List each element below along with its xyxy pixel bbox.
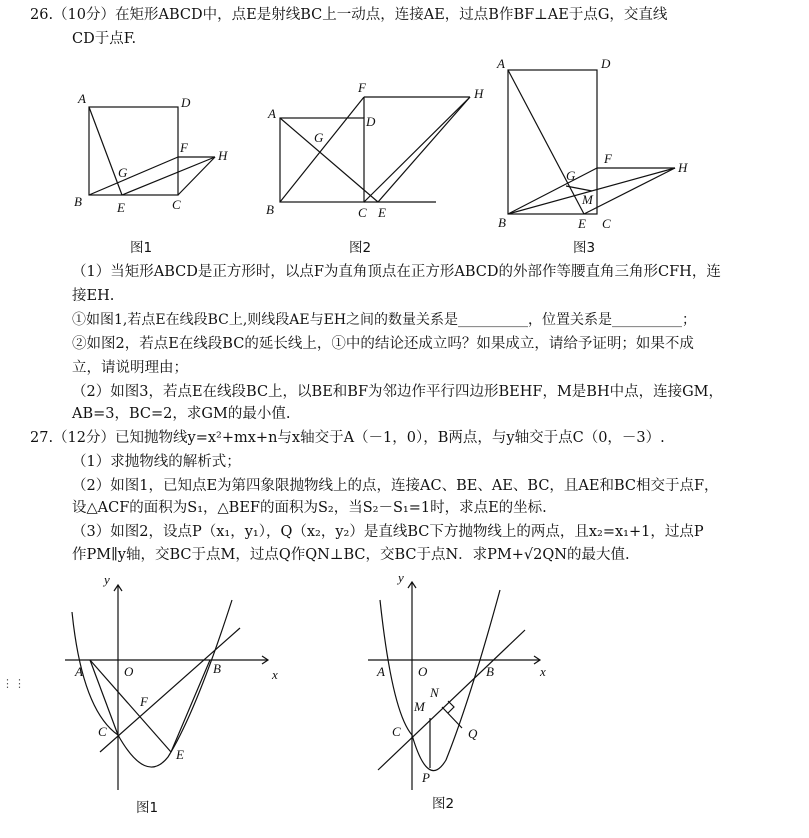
p27-f2-label-Q: Q: [468, 726, 478, 741]
p26-f2-label-D: D: [366, 114, 376, 129]
p26-f2-label-B: B: [266, 202, 274, 217]
p26-f2-label-A: A: [268, 106, 276, 121]
p26-f1-label-G: G: [118, 165, 128, 180]
p27-f1-label-x: x: [272, 667, 278, 682]
p26-f2-label-C: C: [358, 205, 367, 220]
p26-line-9: AB=3，BC=2，求GM的最小值.: [72, 406, 291, 422]
p26-f1-label-H: H: [218, 148, 228, 163]
p27-f1-label-E: E: [176, 747, 184, 762]
p26-line-8: （2）如图3，若点E在线段BC上，以BE和BF为邻边作平行四边形BEHF，M是BH中点，连接GM，: [72, 384, 724, 400]
p26-f1-label-D: D: [181, 95, 191, 110]
p27-f2-label-B: B: [486, 664, 494, 679]
p26-f1-label-A: A: [78, 91, 86, 106]
p26-line-6: ②如图2，若点E在线段BC的延长线上，①中的结论还成立吗？如果成立，请给予证明；如果不成: [72, 336, 694, 352]
p27-f2-label-P: P: [422, 770, 430, 785]
p27-line-3: （2）如图1，已知点E为第四象限抛物线上的点，连接AC、BE、AE、BC，且AE和BC相交于点F，: [72, 478, 719, 494]
p26-figure-1: [89, 107, 215, 195]
p26-line-4: 接EH.: [72, 288, 115, 304]
p27-caption-1: 图1: [136, 800, 159, 816]
p27-f1-label-A: A: [75, 664, 83, 679]
p26-caption-2: 图2: [349, 240, 372, 256]
p27-line-4: 设△ACF的面积为S₁，△BEF的面积为S₂，当S₂－S₁=1时，求点E的坐标.: [72, 500, 547, 516]
p26-f3-label-D: D: [601, 56, 611, 71]
p26-line-7: 立，请说明理由；: [72, 360, 188, 376]
p27-f1-label-B: B: [213, 661, 221, 676]
p27-f1-label-C: C: [98, 724, 107, 739]
p27-f2-label-M: M: [414, 699, 425, 714]
p26-figure-2: [280, 97, 470, 202]
p26-f2-label-E: E: [378, 205, 386, 220]
p26-f3-label-F: F: [604, 151, 612, 166]
p26-f3-label-E: E: [578, 216, 586, 231]
p27-f1-label-y: y: [104, 572, 110, 587]
p26-f2-label-F: F: [358, 80, 366, 95]
p27-f2-label-y: y: [398, 570, 404, 585]
p26-f1-label-E: E: [117, 200, 125, 215]
p27-line-5: （3）如图2，设点P（x₁，y₁），Q（x₂，y₂）是直线BC下方抛物线上的两点，且x₂=x₁+1，过点P: [72, 524, 704, 540]
p27-f2-label-x: x: [540, 664, 546, 679]
p27-line-1: 27.（12分）已知抛物线y=x²+mx+n与x轴交于A（－1，0），B两点，与y轴交于点C（0，－3）.: [30, 430, 665, 446]
p26-line-5: ①如图1,若点E在线段BC上,则线段AE与EH之间的数量关系是__________，位置关系是__________；: [72, 312, 697, 328]
p27-f2-label-O: O: [418, 664, 428, 679]
p27-f2-label-A: A: [377, 664, 385, 679]
p26-f1-label-B: B: [74, 194, 82, 209]
p26-f3-label-M: M: [582, 192, 593, 207]
p27-f1-label-F: F: [140, 694, 148, 709]
p26-f3-label-C: C: [602, 216, 611, 231]
p26-f3-label-A: A: [497, 56, 505, 71]
p26-caption-1: 图1: [130, 240, 153, 256]
p26-f1-label-F: F: [180, 140, 188, 155]
p26-caption-3: 图3: [573, 240, 596, 256]
drag-handle-icon[interactable]: ⋮⋮: [2, 677, 26, 690]
p26-line-1: 26.（10分）在矩形ABCD中，点E是射线BC上一动点，连接AE，过点B作BF⊥AE于点G，交直线: [30, 7, 668, 23]
p27-f2-label-N: N: [430, 685, 439, 700]
p27-caption-2: 图2: [432, 796, 455, 812]
p26-line-2: CD于点F.: [72, 31, 137, 47]
p27-f1-label-O: O: [124, 664, 134, 679]
p27-figure-2: [368, 582, 540, 790]
p26-f3-label-H: H: [678, 160, 688, 175]
p26-f2-label-H: H: [474, 86, 484, 101]
p27-line-2: （1）求抛物线的解析式；: [72, 454, 241, 470]
p27-f2-label-C: C: [392, 724, 401, 739]
p26-f1-label-C: C: [172, 197, 181, 212]
p26-f3-label-B: B: [498, 215, 506, 230]
p27-figure-1: [65, 585, 268, 790]
p26-line-3: （1）当矩形ABCD是正方形时，以点F为直角顶点在正方形ABCD的外部作等腰直角三角形CFH，连: [72, 264, 721, 280]
p26-f2-label-G: G: [314, 130, 324, 145]
p27-line-6: 作PM∥y轴，交BC于点M，过点Q作QN⊥BC，交BC于点N．求PM+√2QN的最大值.: [72, 547, 630, 563]
p26-f3-label-G: G: [566, 168, 576, 183]
